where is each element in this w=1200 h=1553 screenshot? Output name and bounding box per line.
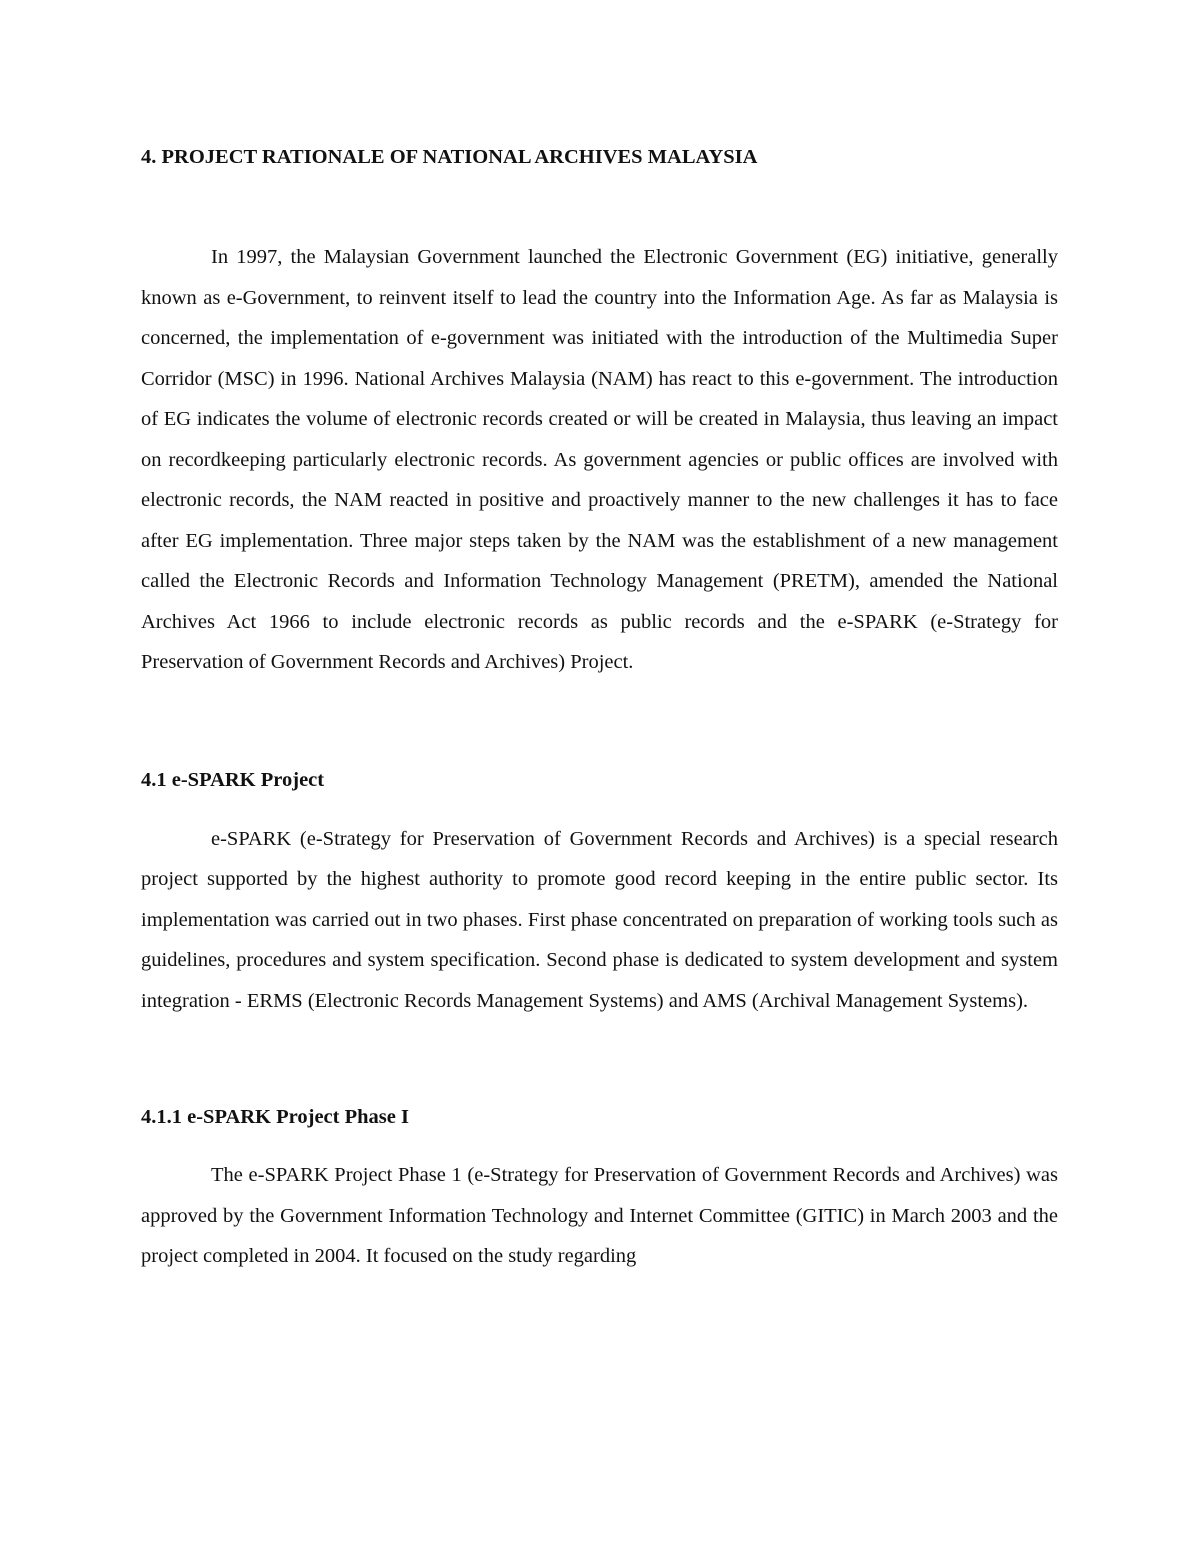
section-4-1-1-heading: 4.1.1 e-SPARK Project Phase I — [141, 1106, 409, 1128]
section-4-1-paragraph: e-SPARK (e-Strategy for Preservation of Government Records and Archives) is a special research project supported by the highest authority to promote good record keeping in the entire public sector. Its implementation was carried out in two phases. First phase concentrated on preparation of working tools such as guidelines, procedures and system specification. Second phase is dedicated to system development and system integration - ERMS (Electronic Records Management Systems) and AMS (Archival Management Systems). — [141, 827, 1058, 1012]
document-body — [141, 140, 1058, 1277]
section-4-1-1-paragraph: The e-SPARK Project Phase 1 (e-Strategy for Preservation of Government Records and Archives) was approved by the Government Information Technology and Internet Committee (GITIC) in March 2003 and the project completed in 2004. It focused on the study regarding — [141, 1164, 1058, 1267]
main-heading: 4. PROJECT RATIONALE OF NATIONAL ARCHIVES MALAYSIA — [141, 146, 758, 168]
section-4-1-heading: 4.1 e-SPARK Project — [141, 768, 325, 791]
intro-paragraph: In 1997, the Malaysian Government launched the Electronic Government (EG) initiative, generally known as e-Government, to reinvent itself to lead the country into the Information Age. As far as Malaysia is concerned, the implementation of e-government was initiated with the introduction of the Multimedia Super Corridor (MSC) in 1996. National Archives Malaysia (NAM) has react to this e-government. The introduction of EG indicates the volume of electronic records created or will be created in Malaysia, thus leaving an impact on recordkeeping particularly electronic records. As government agencies or public offices are involved with electronic records, the NAM reacted in positive and proactively manner to the new challenges it has to face after EG implementation. Three major steps taken by the NAM was the establishment of a new management called the Electronic Records and Information Technology Management (PRETM), amended the National Archives Act 1966 to include electronic records as public records and the e-SPARK (e-Strategy for Preservation of Government Records and Archives) Project. — [141, 246, 1058, 673]
